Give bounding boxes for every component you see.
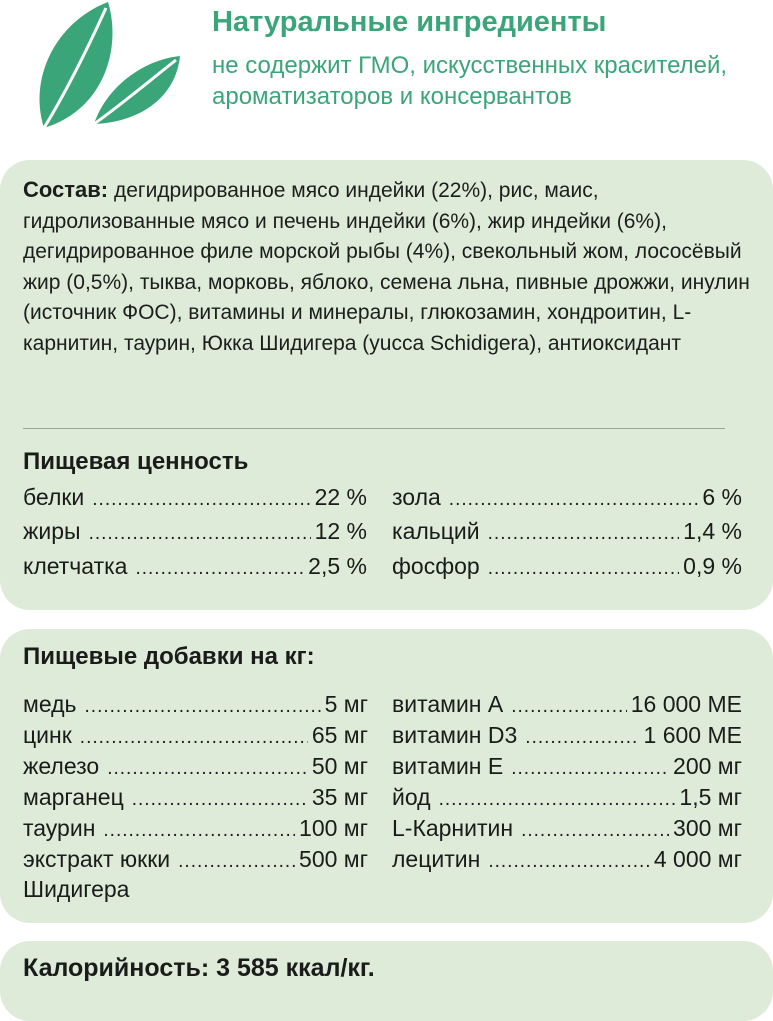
nutrient-name: кальций (392, 518, 480, 544)
additive-value: 65 мг (311, 722, 368, 748)
additive-name: марганец (23, 784, 124, 810)
additive-name-continuation: Шидигера (23, 876, 130, 902)
nutrient-name: клетчатка (23, 553, 128, 579)
additive-value: 5 мг (324, 691, 368, 717)
additive-name: цинк (23, 722, 72, 748)
additive-row (23, 815, 368, 847)
nutrient-value: 22 % (314, 484, 367, 510)
additive-value: 4 000 мг (653, 846, 742, 872)
nutrition-row (23, 553, 367, 585)
hero-title: Натуральные ингредиенты (212, 6, 607, 38)
additive-row (392, 722, 742, 754)
composition-label: Состав: (23, 177, 109, 202)
nutrient-name: белки (23, 484, 85, 510)
additives-title: Пищевые добавки на кг: (23, 643, 315, 670)
composition-text (23, 175, 753, 359)
additive-row (23, 784, 368, 816)
additive-value: 16 000 МЕ (630, 691, 742, 717)
leaves-icon (34, 0, 184, 140)
additive-value: 1,5 мг (679, 784, 742, 810)
additive-row (23, 846, 368, 878)
nutrient-name: фосфор (392, 553, 480, 579)
nutrient-value: 0,9 % (683, 553, 742, 579)
nutrient-value: 1,4 % (683, 518, 742, 544)
nutrition-row (392, 484, 742, 516)
additive-name: L-Карнитин (392, 815, 514, 841)
additive-value: 300 мг (673, 815, 742, 841)
additive-row (392, 691, 742, 723)
nutrition-title: Пищевая ценность (23, 448, 249, 475)
additive-name: лецитин (392, 846, 481, 872)
additive-name: экстракт юкки (23, 846, 171, 872)
additive-name: таурин (23, 815, 96, 841)
additive-name: витамин А (392, 691, 504, 717)
additive-value: 500 мг (299, 846, 368, 872)
additive-value: 1 600 МЕ (643, 722, 742, 748)
additive-name: витамин Е (392, 753, 504, 779)
additive-row (23, 753, 368, 785)
additive-name: витамин D3 (392, 722, 518, 748)
additive-row (392, 815, 742, 847)
additive-name: железо (23, 753, 100, 779)
nutrient-value: 2,5 % (308, 553, 367, 579)
additive-row (392, 846, 742, 878)
additive-row (23, 691, 368, 723)
additive-value: 100 мг (299, 815, 368, 841)
nutrient-value: 6 % (702, 484, 742, 510)
composition-body: дегидрированное мясо индейки (22%), рис, маис, гидролизованные мясо и печень индейки (6%), жир индейки (6%), дегидрированное филе морской рыбы (4%), свекольный жом, лососёвый жир (0,5%), тыква, морковь, яблоко, семена льна, пивные дрожжи, инулин (источник ФОС), витамины и минералы, глюкозамин, хондроитин, L-карнитин, таурин, Юкка Шидигера (yucca Schidigera), антиоксидант (23, 179, 750, 355)
nutrition-row (23, 484, 367, 516)
hero-subtitle: не содержит ГМО, искусственных красителей, ароматизаторов и консервантов (212, 52, 728, 110)
calories-text: Калорийность: 3 585 ккал/кг. (23, 954, 375, 982)
nutrient-name: зола (392, 484, 441, 510)
divider (23, 428, 725, 429)
additive-value: 50 мг (311, 753, 368, 779)
additive-name: медь (23, 691, 77, 717)
nutrition-row (392, 553, 742, 585)
additive-name: йод (392, 784, 431, 810)
nutrition-row (392, 518, 742, 550)
nutrition-row (23, 518, 367, 550)
additive-value: 200 мг (673, 753, 742, 779)
nutrient-value: 12 % (314, 518, 367, 544)
additive-row (392, 753, 742, 785)
additive-row (23, 722, 368, 754)
additive-value: 35 мг (311, 784, 368, 810)
additive-row (392, 784, 742, 816)
nutrient-name: жиры (23, 518, 81, 544)
